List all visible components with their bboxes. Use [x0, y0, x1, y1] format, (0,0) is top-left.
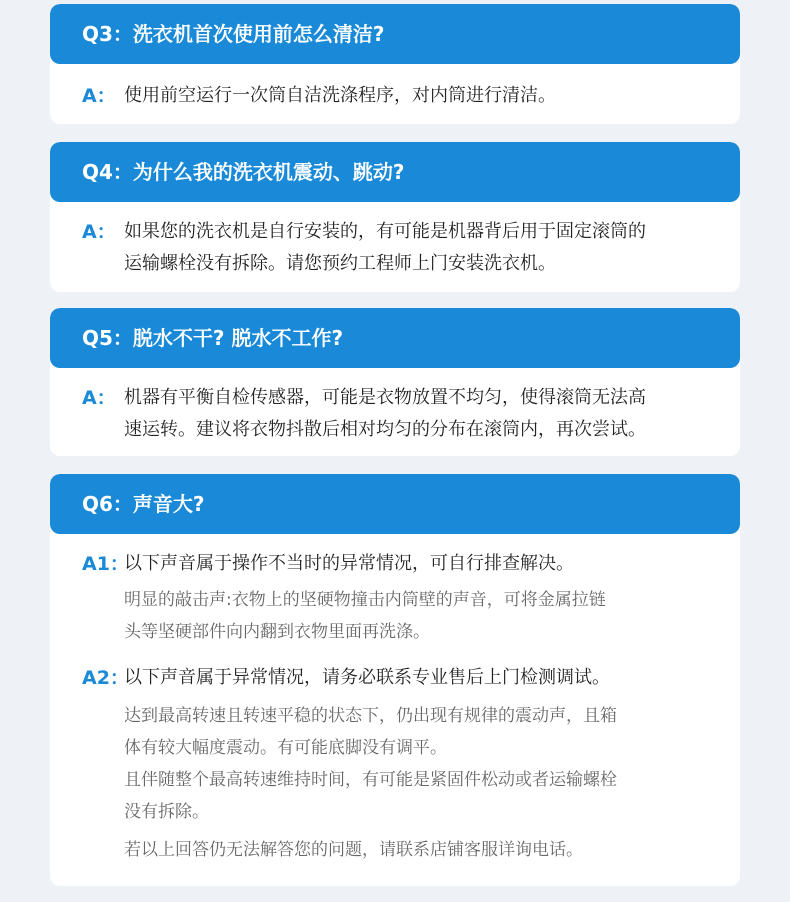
- answer-row: [82, 216, 740, 280]
- faq-card-q6: [50, 474, 740, 886]
- answer-line: 速运转。建议将衣物抖散后相对均匀的分布在滚筒内，再次尝试。: [124, 419, 646, 440]
- question-title: Q3：洗衣机首次使用前怎么清洁?: [50, 4, 740, 64]
- detail-line: 明显的敲击声:衣物上的坚硬物撞击内筒壁的声音，可将金属拉链: [124, 590, 606, 610]
- detail-line: 且伴随整个最高转速维持时间，有可能是紧固件松动或者运输螺栓: [124, 770, 617, 790]
- answer-block: [50, 534, 740, 866]
- answer-row-a1: [82, 548, 740, 580]
- answer-label: A：: [82, 85, 116, 107]
- answer-detail: [124, 584, 714, 648]
- answer-row: [82, 80, 740, 112]
- answer-label: A2：: [82, 667, 129, 689]
- answer-block: [50, 368, 740, 446]
- answer-detail: [124, 700, 714, 866]
- faq-card-q4: [50, 142, 740, 292]
- detail-line: 头等坚硬部件向内翻到衣物里面再洗涤。: [124, 622, 430, 642]
- answer-block: [50, 202, 740, 280]
- answer-label: A：: [82, 387, 116, 409]
- faq-card-q5: [50, 308, 740, 456]
- answer-label: A：: [82, 221, 116, 243]
- detail-line: 达到最高转速且转速平稳的状态下，仍出现有规律的震动声，且箱: [124, 706, 617, 726]
- detail-line: 体有较大幅度震动。有可能底脚没有调平。: [124, 738, 447, 758]
- answer-text: 使用前空运行一次筒自洁洗涤程序，对内筒进行清洁。: [124, 85, 556, 106]
- detail-line: 若以上回答仍无法解答您的问题，请联系店铺客服详询电话。: [124, 840, 583, 860]
- question-title: Q6：声音大?: [50, 474, 740, 534]
- detail-line: 没有拆除。: [124, 802, 209, 822]
- answer-line: 机器有平衡自检传感器，可能是衣物放置不均匀，使得滚筒无法高: [124, 387, 646, 408]
- answer-block: [50, 64, 740, 112]
- answer-text: 以下声音属于异常情况，请务必联系专业售后上门检测调试。: [124, 667, 610, 688]
- question-title: Q5：脱水不干? 脱水不工作?: [50, 308, 740, 368]
- answer-row-a2: [82, 662, 740, 694]
- answer-text: [124, 382, 714, 446]
- answer-label: A1：: [82, 553, 129, 575]
- answer-row: [82, 382, 740, 446]
- answer-line: 如果您的洗衣机是自行安装的，有可能是机器背后用于固定滚筒的: [124, 221, 646, 242]
- answer-text: 以下声音属于操作不当时的异常情况，可自行排查解决。: [124, 553, 574, 574]
- answer-text: [124, 216, 714, 280]
- faq-card-q3: [50, 4, 740, 124]
- answer-line: 运输螺栓没有拆除。请您预约工程师上门安装洗衣机。: [124, 253, 556, 274]
- question-title: Q4：为什么我的洗衣机震动、跳动?: [50, 142, 740, 202]
